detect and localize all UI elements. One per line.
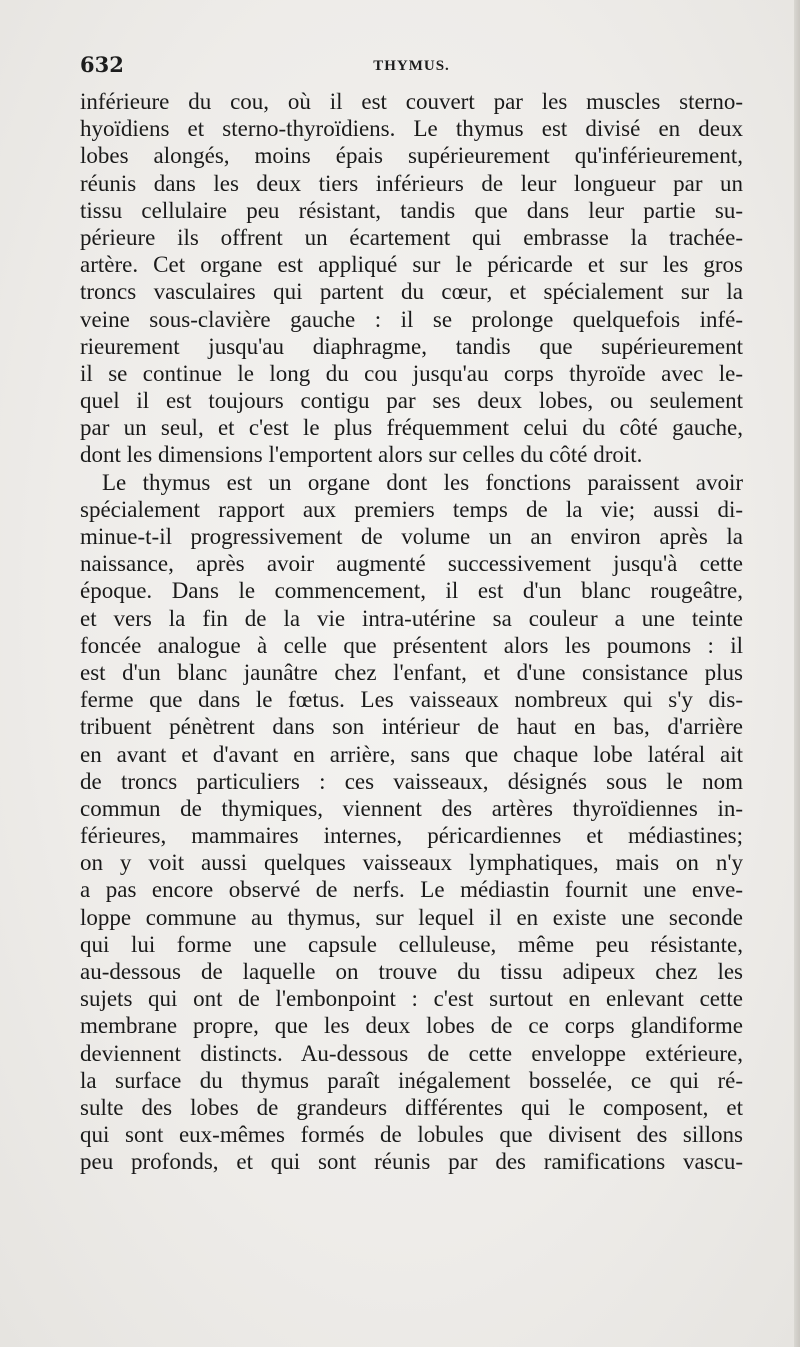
text-line: artère. Cet organe est appliqué sur le péricarde et sur les gros — [80, 252, 743, 278]
text-line: la surface du thymus paraît inégalement bosselée, ce qui ré- — [80, 1067, 743, 1093]
text-line: férieures, mammaires internes, péricardiennes et médiastines; — [80, 823, 743, 849]
page-number: 632 — [80, 52, 124, 77]
text-line: époque. Dans le commencement, il est d'un blanc rougeâtre, — [80, 578, 743, 604]
text-line: il se continue le long du cou jusqu'au corps thyroïde avec le- — [80, 360, 743, 386]
text-line: de troncs particuliers : ces vaisseaux, désignés sous le nom — [80, 768, 743, 794]
text-line: troncs vasculaires qui partent du cœur, et spécialement sur la — [80, 279, 743, 305]
text-line: lobes alongés, moins épais supérieurement qu'inférieurement, — [80, 143, 743, 169]
text-line: minue-t-il progressivement de volume un an environ après la — [80, 524, 743, 549]
text-line: commun de thymiques, viennent des artères thyroïdiennes in- — [80, 795, 743, 821]
running-title: THYMUS. — [373, 58, 450, 74]
text-line: réunis dans les deux tiers inférieurs de leur longueur par un — [80, 170, 743, 196]
text-line: a pas encore observé de nerfs. Le médiastin fournit une enve- — [80, 877, 743, 903]
text-line: et vers la fin de la vie intra-utérine sa couleur a une teinte — [80, 605, 743, 631]
text-line: qui lui forme une capsule celluleuse, même peu résistante, — [80, 931, 743, 957]
text-line: peu profonds, et qui sont réunis par des ramifications vascu- — [80, 1149, 743, 1175]
text-line: est d'un blanc jaunâtre chez l'enfant, et d'une consistance plus — [80, 659, 743, 685]
text-line: au-dessous de laquelle on trouve du tissu adipeux chez les — [80, 959, 743, 984]
text-line: on y voit aussi quelques vaisseaux lymphatiques, mais on n'y — [80, 850, 743, 876]
text-line: tribuent pénètrent dans son intérieur de haut en bas, d'arrière — [80, 714, 743, 740]
running-head — [80, 52, 743, 86]
text-line: périeure ils offrent un écartement qui embrasse la trachée- — [80, 224, 743, 250]
text-line: quel il est toujours contigu par ses deux lobes, ou seulement — [80, 388, 743, 414]
body-text — [80, 88, 743, 1176]
text-line: ferme que dans le fœtus. Les vaisseaux nombreux qui s'y dis- — [80, 687, 743, 713]
text-line: tissu cellulaire peu résistant, tandis que dans leur partie su- — [80, 197, 743, 223]
text-line: en avant et d'avant en arrière, sans que chaque lobe latéral ait — [80, 741, 743, 767]
text-line: inférieure du cou, où il est couvert par les muscles sterno- — [80, 89, 743, 114]
page-edge — [794, 0, 800, 1347]
text-line: qui sont eux-mêmes formés de lobules que divisent des sillons — [80, 1122, 743, 1148]
text-line: spécialement rapport aux premiers temps de la vie; aussi di- — [80, 496, 743, 522]
text-line: membrane propre, que les deux lobes de ce corps glandiforme — [80, 1013, 743, 1039]
text-line: sujets qui ont de l'embonpoint : c'est surtout en enlevant cette — [80, 986, 743, 1012]
text-line: foncée analogue à celle que présentent alors les poumons : il — [80, 632, 743, 658]
text-line: veine sous-clavière gauche : il se prolonge quelquefois infé- — [80, 306, 743, 332]
text-line: hyoïdiens et sterno-thyroïdiens. Le thymus est divisé en deux — [80, 116, 743, 142]
text-line: loppe commune au thymus, sur lequel il en existe une seconde — [80, 904, 743, 930]
text-line: par un seul, et c'est le plus fréquemment celui du côté gauche, — [80, 415, 743, 441]
text-line: naissance, après avoir augmenté successivement jusqu'à cette — [80, 551, 743, 577]
text-line: dont les dimensions l'emportent alors sur celles du côté droit. — [80, 442, 643, 468]
text-line: rieurement jusqu'au diaphragme, tandis que supérieurement — [80, 333, 743, 359]
text-line: Le thymus est un organe dont les fonctions paraissent avoir — [102, 469, 743, 495]
text-line: deviennent distincts. Au-dessous de cette enveloppe extérieure, — [80, 1040, 743, 1066]
text-line: sulte des lobes de grandeurs différentes qui le composent, et — [80, 1094, 743, 1120]
